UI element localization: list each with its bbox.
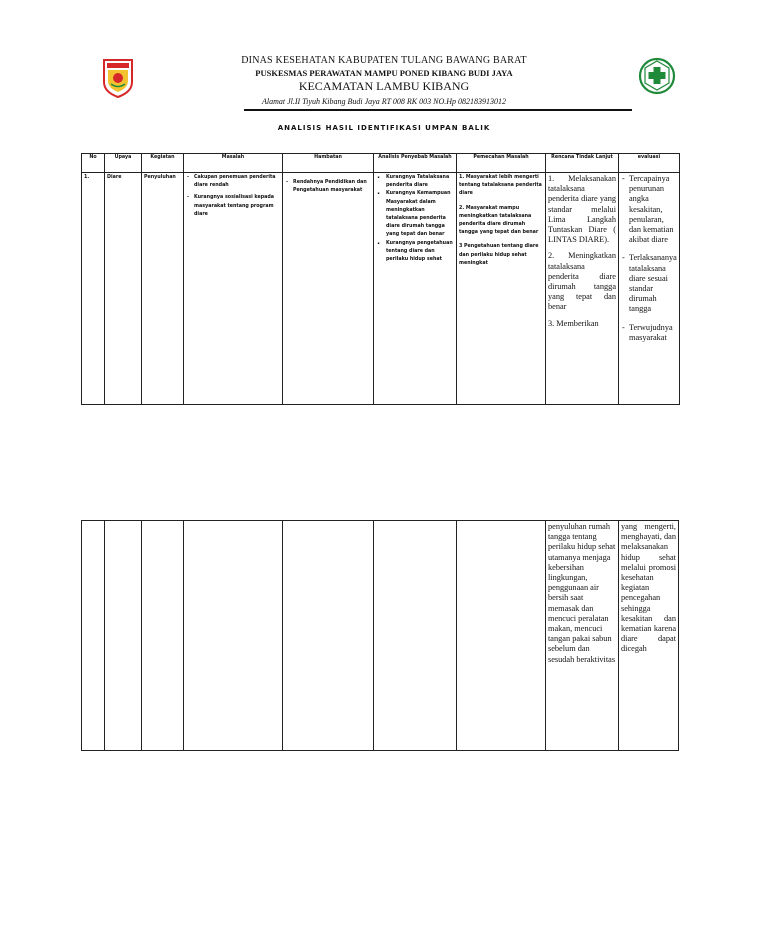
header-no: No: [82, 154, 105, 173]
cell-pemecahan-continued: [457, 521, 546, 751]
cell-rencana: [546, 173, 619, 405]
analisis-item: · Kurangnya Tatalaksana penderita diare: [386, 174, 454, 190]
cell-rencana-continued: penyuluhan rumah tangga tentang perilaku hidup sehat utamanya menjaga kebersihan lingkungan, penggunaan air bersih saat memasak dan mencuci peralatan makan, mencuci tangan pakai sabun sebelum dan sesudah beraktivitas: [546, 521, 619, 751]
evaluasi-item: - Terlaksananya tatalaksana diare sesuai standar dirumah tangga: [629, 253, 677, 314]
cell-no-continued: [82, 521, 105, 751]
cell-evaluasi-continued: yang mengerti, menghayati, dan melaksanakan hidup sehat melalui promosi kesehatan kegiatan pencegahan sehingga kesakitan dan kematian karena diare dapat dicegah: [619, 521, 679, 751]
rencana-item: 3. Memberikan: [548, 318, 599, 328]
masalah-item: - Cakupan penemuan penderita diare rendah: [194, 174, 280, 190]
cell-analisis-continued: [374, 521, 457, 751]
header-kegiatan: Kegiatan: [142, 154, 184, 173]
cell-analisis: [374, 173, 457, 405]
cell-kegiatan: Penyuluhan: [142, 173, 184, 405]
evaluasi-item: - Terwujudnya masyarakat: [629, 323, 677, 343]
analysis-table-page-1: [81, 153, 680, 405]
evaluasi-item: - Tercapainya penurunan angka kesakitan, penularan, dan kematian akibat diare: [629, 174, 677, 245]
address-line: Alamat Jl.II Tiyuh Kibang Budi Jaya RT 008 RK 003 NO.Hp 082183913012: [261, 97, 507, 106]
rencana-item: 1. Melaksanakan tatalaksana penderita diare yang standar melalui Lima Langkah Tuntaskan Diare ( LINTAS DIARE).: [548, 174, 616, 245]
analysis-table-page-2: [81, 520, 679, 751]
analisis-item: · Kurangnya Kemampuan Masyarakat dalam meningkatkan tatalaksana penderita diare dirumah tangga yang tepat dan benar: [386, 190, 454, 239]
pemecahan-item: 1. Masyarakat lebih mengerti tentang tatalaksana penderita diare: [459, 175, 542, 197]
cell-hambatan-continued: [283, 521, 374, 751]
header-masalah: Masalah: [184, 154, 283, 173]
header-rencana: Rencana Tindak Lanjut: [546, 154, 619, 173]
cell-evaluasi: [619, 173, 680, 405]
table-header-row: [82, 154, 680, 173]
masalah-item: - Kurangnya sosialisasi kepada masyarakat tentang program diare: [194, 194, 280, 219]
table-row: [82, 173, 680, 405]
header-hambatan: Hambatan: [283, 154, 374, 173]
cell-masalah-continued: [184, 521, 283, 751]
hambatan-item: - Rendahnya Pendidikan dan Pengetahuan masyarakat: [293, 179, 371, 195]
cell-kegiatan-continued: [142, 521, 184, 751]
cell-upaya-continued: [105, 521, 142, 751]
letterhead-divider: [244, 109, 632, 111]
table-row-continued: [82, 521, 679, 751]
cell-no: 1.: [82, 173, 105, 405]
analisis-item: · Kurangnya pengetahuan tentang diare dan perilaku hidup sehat: [386, 240, 454, 265]
pemecahan-item: 3 Pengetahuan tentang diare dan perilaku hidup sehat meningkat: [459, 244, 539, 266]
rencana-item: 2. Meningkatkan tatalaksana penderita diare dirumah tangga yang tepat dan benar: [548, 251, 616, 312]
puskesmas-logo-icon: [638, 57, 676, 95]
header-pemecahan: Pemecahan Masalah: [457, 154, 546, 173]
puskesmas-name: PUSKESMAS PERAWATAN MAMPU PONED KIBANG BUDI JAYA: [255, 68, 513, 78]
header-evaluasi: evaluasi: [619, 154, 680, 173]
header-analisis: Analisis Penyebab Masalah: [374, 154, 457, 173]
cell-masalah: [184, 173, 283, 405]
header-upaya: Upaya: [105, 154, 142, 173]
agency-name: DINAS KESEHATAN KABUPATEN TULANG BAWANG BARAT: [241, 55, 527, 66]
pemecahan-item: 2. Masyarakat mampu meningkatkan tatalaksana penderita diare dirumah tangga yang tepat dan benar: [459, 205, 539, 236]
cell-hambatan: [283, 173, 374, 405]
district-name: KECAMATAN LAMBU KIBANG: [298, 79, 470, 93]
cell-upaya: Diare: [105, 173, 142, 405]
cell-pemecahan: [457, 173, 546, 405]
kabupaten-emblem-icon: [102, 56, 134, 98]
letterhead: [150, 55, 618, 106]
document-title: ANALISIS HASIL IDENTIFIKASI UMPAN BALIK: [277, 124, 491, 132]
